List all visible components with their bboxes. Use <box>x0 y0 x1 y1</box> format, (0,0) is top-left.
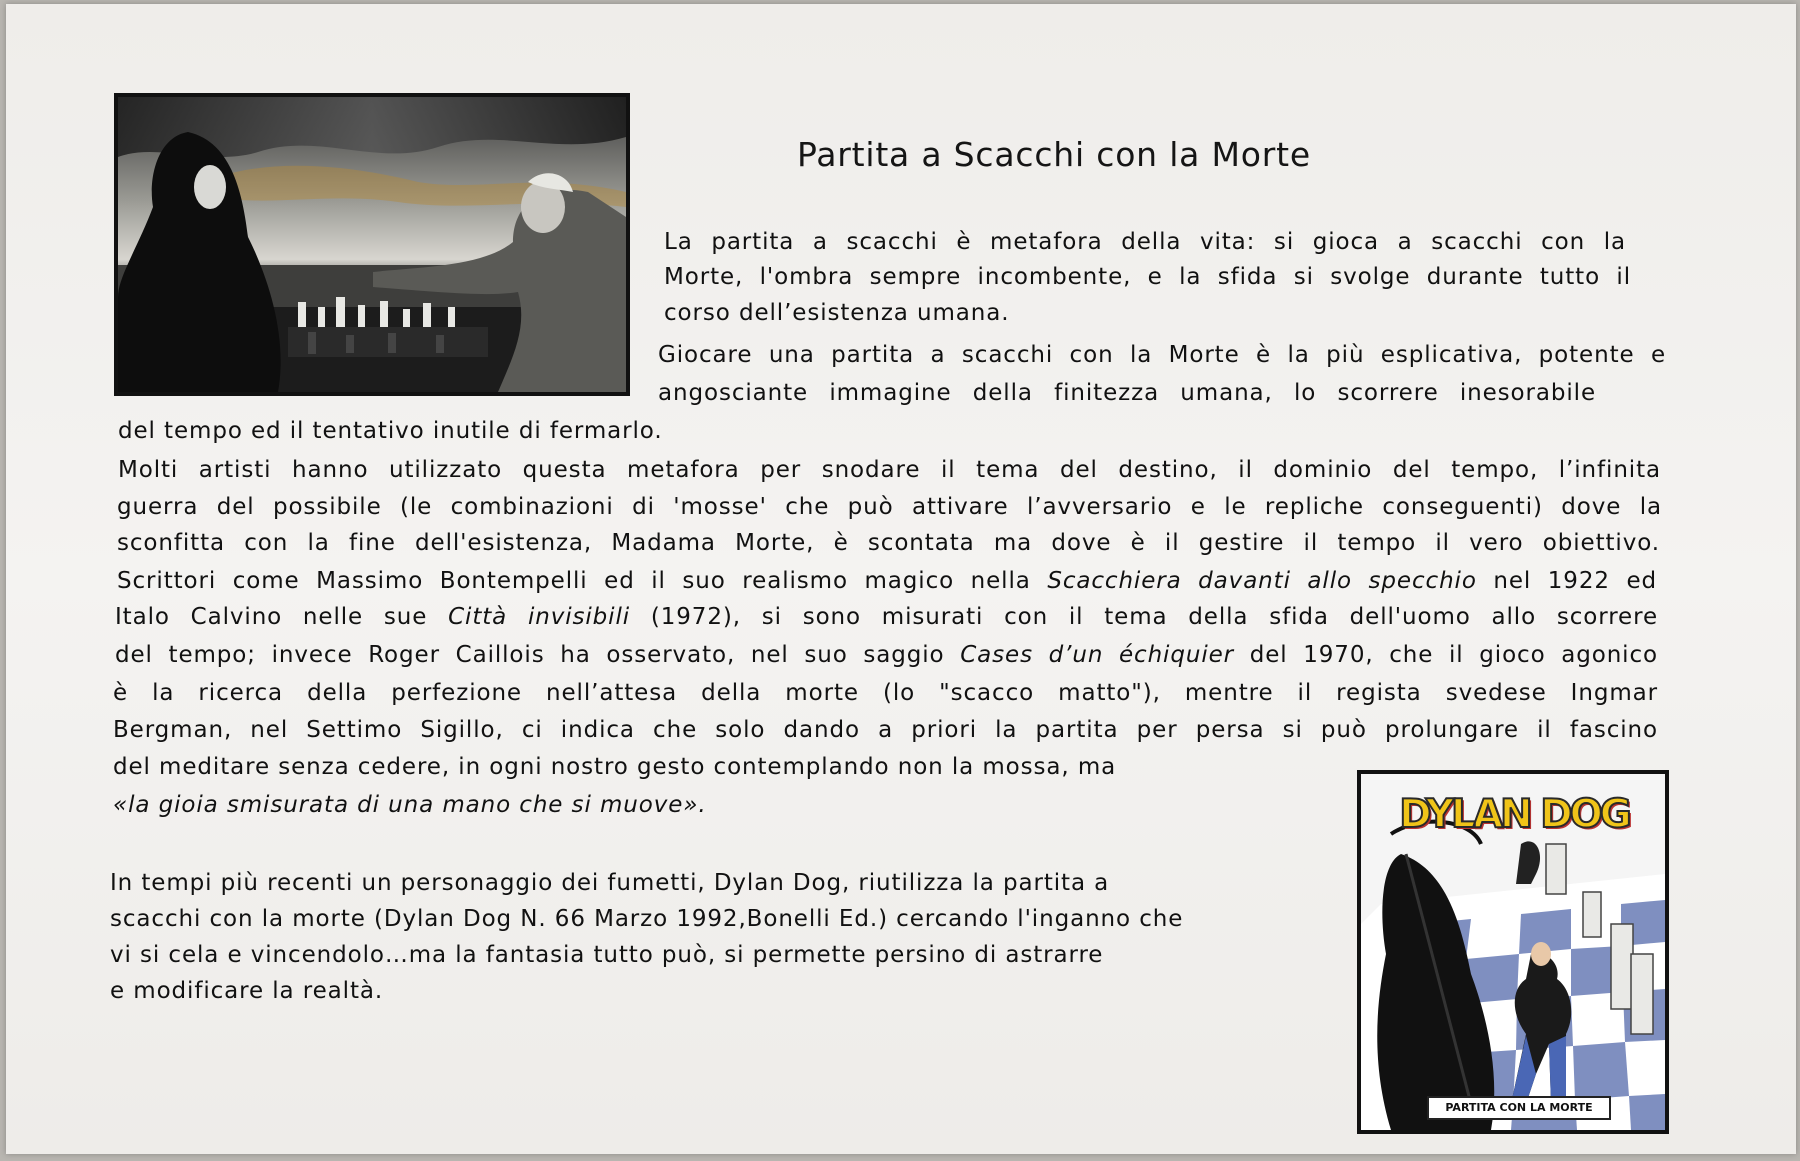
text-line <box>115 602 1658 632</box>
book-title: Scacchiera davanti allo specchio <box>1047 568 1477 594</box>
book-title: Città invisibili <box>448 604 631 630</box>
text-line: scacchi con la morte (Dylan Dog N. 66 Marzo 1992,Bonelli Ed.) cercando l'inganno che <box>110 906 1184 932</box>
text-line <box>115 640 1658 670</box>
text-line: Molti artisti hanno utilizzato questa metafora per snodare il tema del destino, il dominio del tempo, l’infinita <box>118 457 1661 483</box>
text-line: Giocare una partita a scacchi con la Morte è la più esplicativa, potente e <box>658 342 1666 368</box>
text-line: e modificare la realtà. <box>110 978 384 1004</box>
page-title: Partita a Scacchi con la Morte <box>797 135 1311 174</box>
text-line: è la ricerca della perfezione nell’attesa della morte (lo "scacco matto"), mentre il regista svedese Ingmar <box>113 680 1658 706</box>
text-run: nel 1922 ed <box>1476 568 1657 594</box>
text-line: vi si cela e vincendolo…ma la fantasia tutto può, si permette persino di astrarre <box>110 942 1104 968</box>
text-run: del 1970, che il gioco agonico <box>1234 642 1658 668</box>
text-run: Scrittori come Massimo Bontempelli ed il suo realismo magico nella <box>117 568 1048 594</box>
text-line: corso dell’esistenza umana. <box>664 300 1010 326</box>
text-line: Bergman, nel Settimo Sigillo, ci indica che solo dando a priori la partita per persa si può prolungare il fascino <box>113 717 1658 743</box>
text-line: del tempo ed il tentativo inutile di fermarlo. <box>118 418 663 444</box>
text-line: del meditare senza cedere, in ogni nostro gesto contemplando non la mossa, ma <box>113 754 1117 780</box>
text-run: del tempo; invece Roger Caillois ha osservato, nel suo saggio <box>115 642 961 668</box>
text-line: guerra del possibile (le combinazioni di 'mosse' che può attivare l’avversario e le repliche conseguenti) dove la <box>117 494 1662 520</box>
text-line: In tempi più recenti un personaggio dei fumetti, Dylan Dog, riutilizza la partita a <box>110 870 1110 896</box>
text-run: Italo Calvino nelle sue <box>115 604 449 630</box>
text-line: Morte, l'ombra sempre incombente, e la sfida si svolge durante tutto il <box>664 264 1631 290</box>
book-title: Cases d’un échiquier <box>960 642 1235 668</box>
text-line: sconfitta con la fine dell'esistenza, Madama Morte, è scontata ma dove è il gestire il tempo il vero obiettivo. <box>117 530 1660 556</box>
quote-line: «la gioia smisurata di una mano che si muove». <box>113 792 707 818</box>
cover-logo: DYLAN DOG <box>1399 792 1629 837</box>
cover-caption: PARTITA CON LA MORTE <box>1427 1096 1611 1120</box>
text-line: angosciante immagine della finitezza umana, lo scorrere inesorabile <box>658 380 1596 406</box>
text-line <box>117 566 1657 596</box>
text-run: (1972), si sono misurati con il tema della sfida dell'uomo allo scorrere <box>630 604 1659 630</box>
text-line: La partita a scacchi è metafora della vita: si gioca a scacchi con la <box>664 229 1626 255</box>
